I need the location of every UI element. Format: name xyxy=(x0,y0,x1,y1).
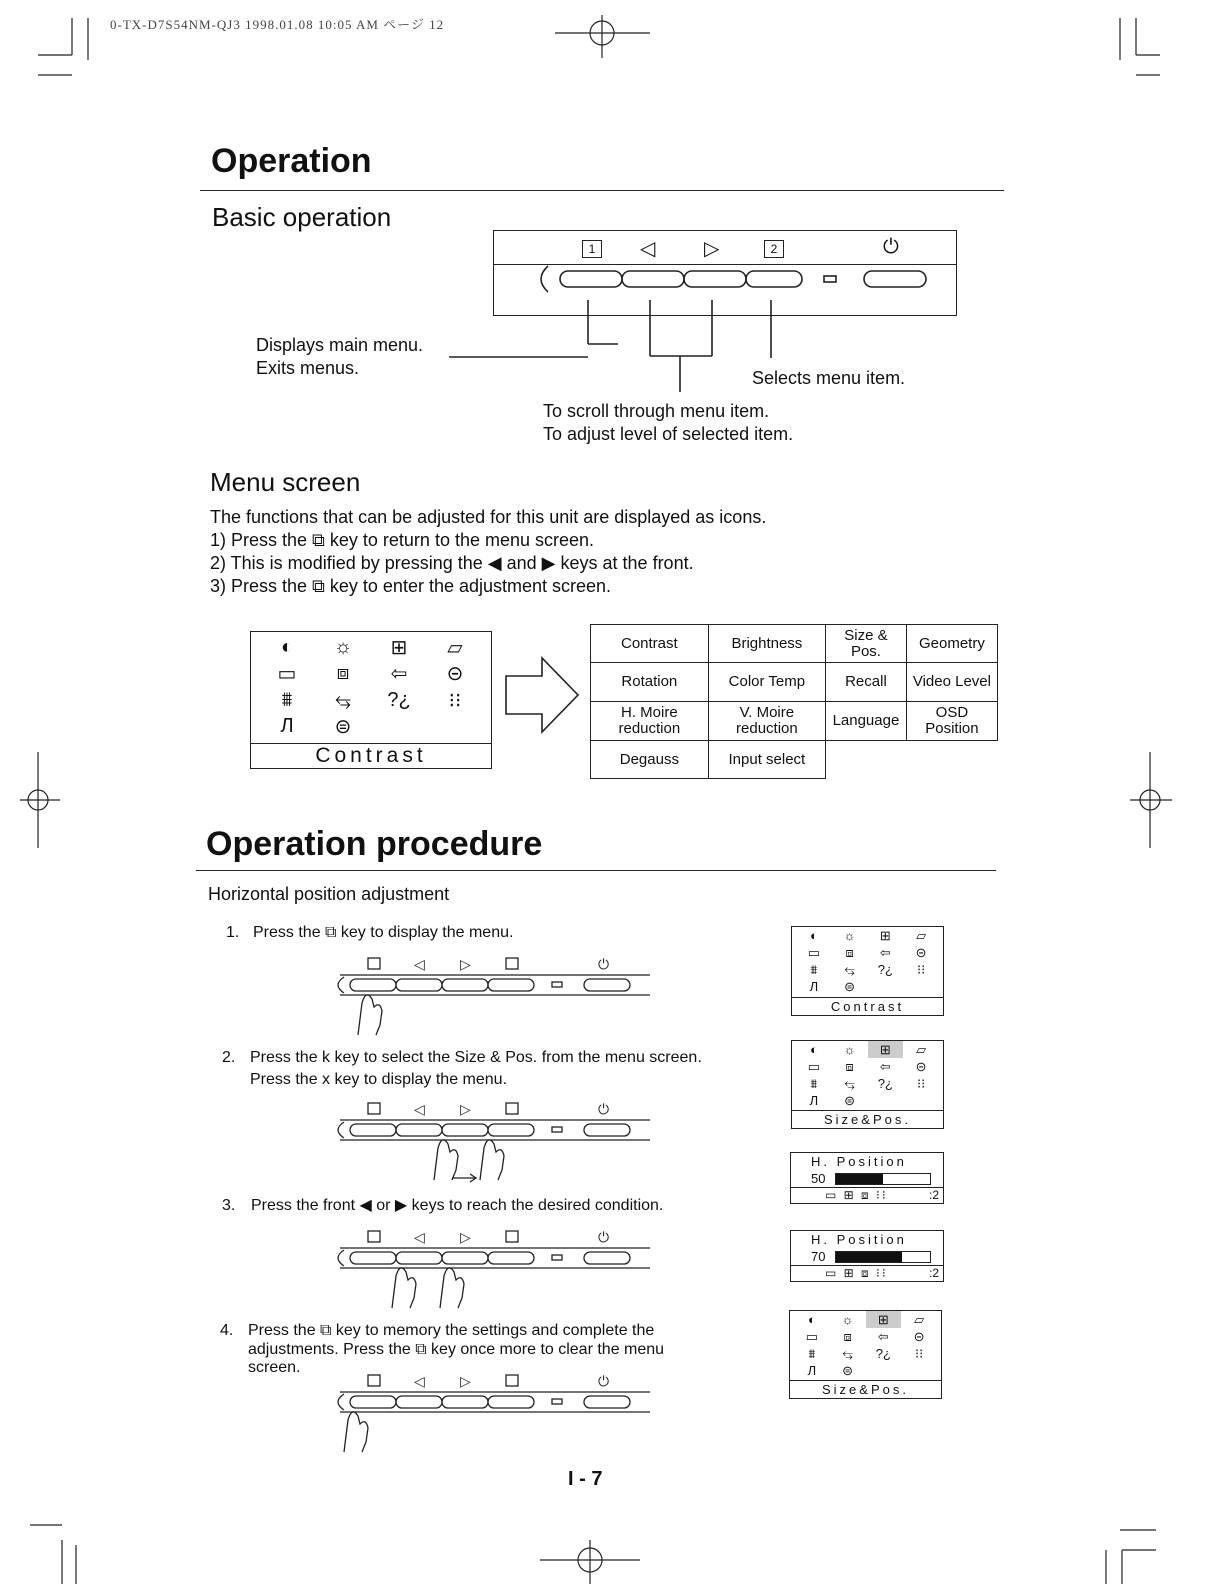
rotation-icon: ▭ xyxy=(805,1328,819,1344)
svg-text:⏻: ⏻ xyxy=(598,1373,610,1389)
svg-text:▷: ▷ xyxy=(460,1373,471,1389)
h-moire-icon: ⩩ xyxy=(810,961,818,977)
brightness-icon: ☼ xyxy=(843,1042,856,1057)
step-2-num: 2. xyxy=(222,1049,236,1066)
procedure-subtitle: Horizontal position adjustment xyxy=(208,884,450,904)
recall-icon: ⇦ xyxy=(879,1058,891,1074)
fn-contrast: Contrast xyxy=(591,625,709,663)
h-position-screen-70 xyxy=(790,1230,944,1282)
callout-main-menu: Displays main menu. xyxy=(256,335,424,355)
key-1-icon: 1 xyxy=(582,240,602,258)
left-arrow-key-icon: ◁ xyxy=(640,238,656,260)
size-pos-icon: ⊞ xyxy=(866,1311,902,1328)
color-temp-icon: ⧈ xyxy=(843,1328,852,1344)
callout-adjust: To adjust level of selected item. xyxy=(543,424,794,444)
fn-geometry: Geometry xyxy=(906,625,997,663)
osd-position-icon: ⁝⁝ xyxy=(914,1345,924,1361)
step-4-num: 4. xyxy=(220,1322,234,1339)
fn-v-moire: V. Moire reduction xyxy=(708,702,825,741)
menu-selected-label: Contrast xyxy=(792,997,943,1015)
basic-operation-heading: Basic operation xyxy=(212,202,392,232)
contrast-icon: ◐ xyxy=(809,1042,818,1057)
callout-select-item: Selects menu item. xyxy=(752,368,906,388)
rotation-icon: ▭ xyxy=(807,1058,821,1074)
step-3-text: Press the front ◀ or ▶ keys to reach the desired condition. xyxy=(251,1197,664,1214)
svg-text:⏻: ⏻ xyxy=(598,1101,610,1117)
step-2-text2: Press the x key to display the menu. xyxy=(250,1071,508,1088)
recall-icon: ⇦ xyxy=(879,944,891,960)
step-4-text3: screen. xyxy=(248,1359,301,1376)
video-level-icon: ⊝ xyxy=(915,944,927,960)
brightness-icon: ☼ xyxy=(333,635,353,658)
menu-selected-label: Size&Pos. xyxy=(792,1110,943,1128)
fn-input-select: Input select xyxy=(708,741,825,779)
menu-line: 2) This is modified by pressing the ◀ and ▶ keys at the front. xyxy=(210,553,694,573)
color-temp-icon: ⧈ xyxy=(845,944,854,960)
size-pos-icon: ⊞ xyxy=(879,927,891,943)
brightness-icon: ☼ xyxy=(841,1312,854,1327)
menu-line: 3) Press the ⧉ key to enter the adjustment screen. xyxy=(210,576,612,596)
step-4-panel xyxy=(338,1373,650,1452)
step-3-panel xyxy=(338,1229,650,1308)
step-3-num: 3. xyxy=(222,1197,236,1214)
fn-degauss: Degauss xyxy=(591,741,709,779)
contrast-icon: ◐ xyxy=(807,1312,816,1327)
h-position-bar xyxy=(835,1251,931,1263)
osd-menu-step4 xyxy=(789,1310,942,1399)
recall-icon: ⇦ xyxy=(877,1328,889,1344)
svg-text:▷: ▷ xyxy=(460,1229,471,1245)
svg-text:◁: ◁ xyxy=(414,1229,425,1245)
menu-screen-heading: Menu screen xyxy=(210,467,361,497)
right-arrow-key-icon: ▷ xyxy=(704,238,720,260)
degauss-icon: Л xyxy=(809,1093,819,1108)
degauss-icon: Л xyxy=(809,979,819,994)
size-pos-icon: ⊞ xyxy=(868,1041,904,1058)
fn-video-level: Video Level xyxy=(906,663,997,702)
language-icon: ?¿ xyxy=(877,1076,893,1091)
h-position-title: H. Position xyxy=(811,1232,907,1247)
h-position-bar-fill xyxy=(836,1174,883,1184)
step-1-panel xyxy=(338,956,650,1035)
osd-menu-step2 xyxy=(791,1040,944,1129)
v-moire-icon: ⥃ xyxy=(335,688,351,711)
geometry-icon: ▱ xyxy=(447,636,463,659)
step-2-text: Press the k key to select the Size & Pos. from the menu screen. xyxy=(250,1049,702,1066)
contrast-icon: ◐ xyxy=(809,928,818,943)
video-level-icon: ⊝ xyxy=(913,1328,925,1344)
h-position-screen-50 xyxy=(790,1152,944,1204)
geometry-icon: ▱ xyxy=(916,927,927,943)
step-4-text: Press the ⧉ key to memory the settings and complete the xyxy=(248,1322,655,1339)
fn-color-temp: Color Temp xyxy=(708,663,825,702)
print-header: 0-TX-D7S54NM-QJ3 1998.01.08 10:05 AM ページ 12 xyxy=(110,17,445,32)
page-number: I - 7 xyxy=(568,1468,603,1490)
input-select-icon: ⊜ xyxy=(334,716,352,739)
color-temp-icon: ⧈ xyxy=(845,1058,854,1074)
section-title-operation: Operation xyxy=(211,142,372,180)
language-icon: ?¿ xyxy=(387,688,411,711)
degauss-icon: Л xyxy=(807,1363,817,1378)
svg-text:▷: ▷ xyxy=(460,1101,471,1117)
fn-osd-position: OSD Position xyxy=(906,702,997,741)
key-2-icon: 2 xyxy=(764,240,784,258)
svg-text:◁: ◁ xyxy=(414,1101,425,1117)
step-2-panel xyxy=(338,1101,650,1182)
step-1-text: Press the ⧉ key to display the menu. xyxy=(253,924,514,941)
h-moire-icon: ⩩ xyxy=(808,1345,816,1361)
menu-line: 1) Press the ⧉ key to return to the menu screen. xyxy=(210,530,595,550)
osd-position-icon: ⁝⁝ xyxy=(916,961,926,977)
step-1-num: 1. xyxy=(226,924,240,941)
svg-text:⏻: ⏻ xyxy=(598,1229,610,1245)
step-4-text2: adjustments. Press the ⧉ key once more to clear the menu xyxy=(248,1341,665,1358)
brightness-icon: ☼ xyxy=(843,928,856,943)
footer-key: :2 xyxy=(928,1188,939,1202)
input-select-icon: ⊜ xyxy=(842,1362,854,1378)
footer-key: :2 xyxy=(928,1266,939,1280)
osd-menu-step1 xyxy=(791,926,944,1016)
v-moire-icon: ⥃ xyxy=(842,1345,853,1361)
v-moire-icon: ⥃ xyxy=(844,1075,855,1091)
section-title-procedure: Operation procedure xyxy=(206,825,543,863)
video-level-icon: ⊝ xyxy=(915,1058,927,1074)
h-position-bar xyxy=(835,1173,931,1185)
size-pos-icon: ⊞ xyxy=(390,636,408,659)
menu-line: The functions that can be adjusted for this unit are displayed as icons. xyxy=(210,507,767,527)
svg-text:⏻: ⏻ xyxy=(598,956,610,972)
h-position-title: H. Position xyxy=(811,1154,907,1169)
rotation-icon: ▭ xyxy=(807,944,821,960)
recall-icon: ⇦ xyxy=(390,663,408,686)
svg-text:▷: ▷ xyxy=(460,956,471,972)
rotation-icon: ▭ xyxy=(277,663,297,686)
contrast-icon: ◐ xyxy=(280,635,294,658)
power-key-icon: ⏻ xyxy=(883,236,899,258)
h-moire-icon: ⩩ xyxy=(810,1075,818,1091)
geometry-icon: ▱ xyxy=(914,1311,925,1327)
fn-size-pos: Size & Pos. xyxy=(826,625,907,663)
osd-position-icon: ⁝⁝ xyxy=(916,1075,926,1091)
fn-h-moire: H. Moire reduction xyxy=(591,702,709,741)
menu-selected-label: Size&Pos. xyxy=(790,1380,941,1398)
footer-icons: ▭ ⊞ ⧈ ⁝⁝ xyxy=(825,1188,888,1202)
h-position-value: 50 xyxy=(811,1171,826,1186)
v-moire-icon: ⥃ xyxy=(844,961,855,977)
osd-position-icon: ⁝⁝ xyxy=(448,689,462,712)
language-icon: ?¿ xyxy=(875,1346,891,1361)
menu-selected-label: Contrast xyxy=(251,743,491,768)
fn-language: Language xyxy=(826,702,907,741)
input-select-icon: ⊜ xyxy=(844,1092,856,1108)
callout-scroll: To scroll through menu item. xyxy=(543,401,770,421)
svg-text:◁: ◁ xyxy=(414,1373,425,1389)
video-level-icon: ⊝ xyxy=(446,663,464,686)
fn-brightness: Brightness xyxy=(708,625,825,663)
callout-exit-menus: Exits menus. xyxy=(256,358,360,378)
degauss-icon: Л xyxy=(280,715,294,738)
h-position-value: 70 xyxy=(811,1249,826,1264)
fn-recall: Recall xyxy=(826,663,907,702)
svg-text:◁: ◁ xyxy=(414,956,425,972)
color-temp-icon: ⧈ xyxy=(336,662,350,685)
footer-icons: ▭ ⊞ ⧈ ⁝⁝ xyxy=(825,1266,888,1280)
fn-rotation: Rotation xyxy=(591,663,709,702)
input-select-icon: ⊜ xyxy=(844,978,856,994)
language-icon: ?¿ xyxy=(877,962,893,977)
h-position-bar-fill xyxy=(836,1252,902,1262)
h-moire-icon: ⩩ xyxy=(281,688,293,711)
geometry-icon: ▱ xyxy=(916,1041,927,1057)
